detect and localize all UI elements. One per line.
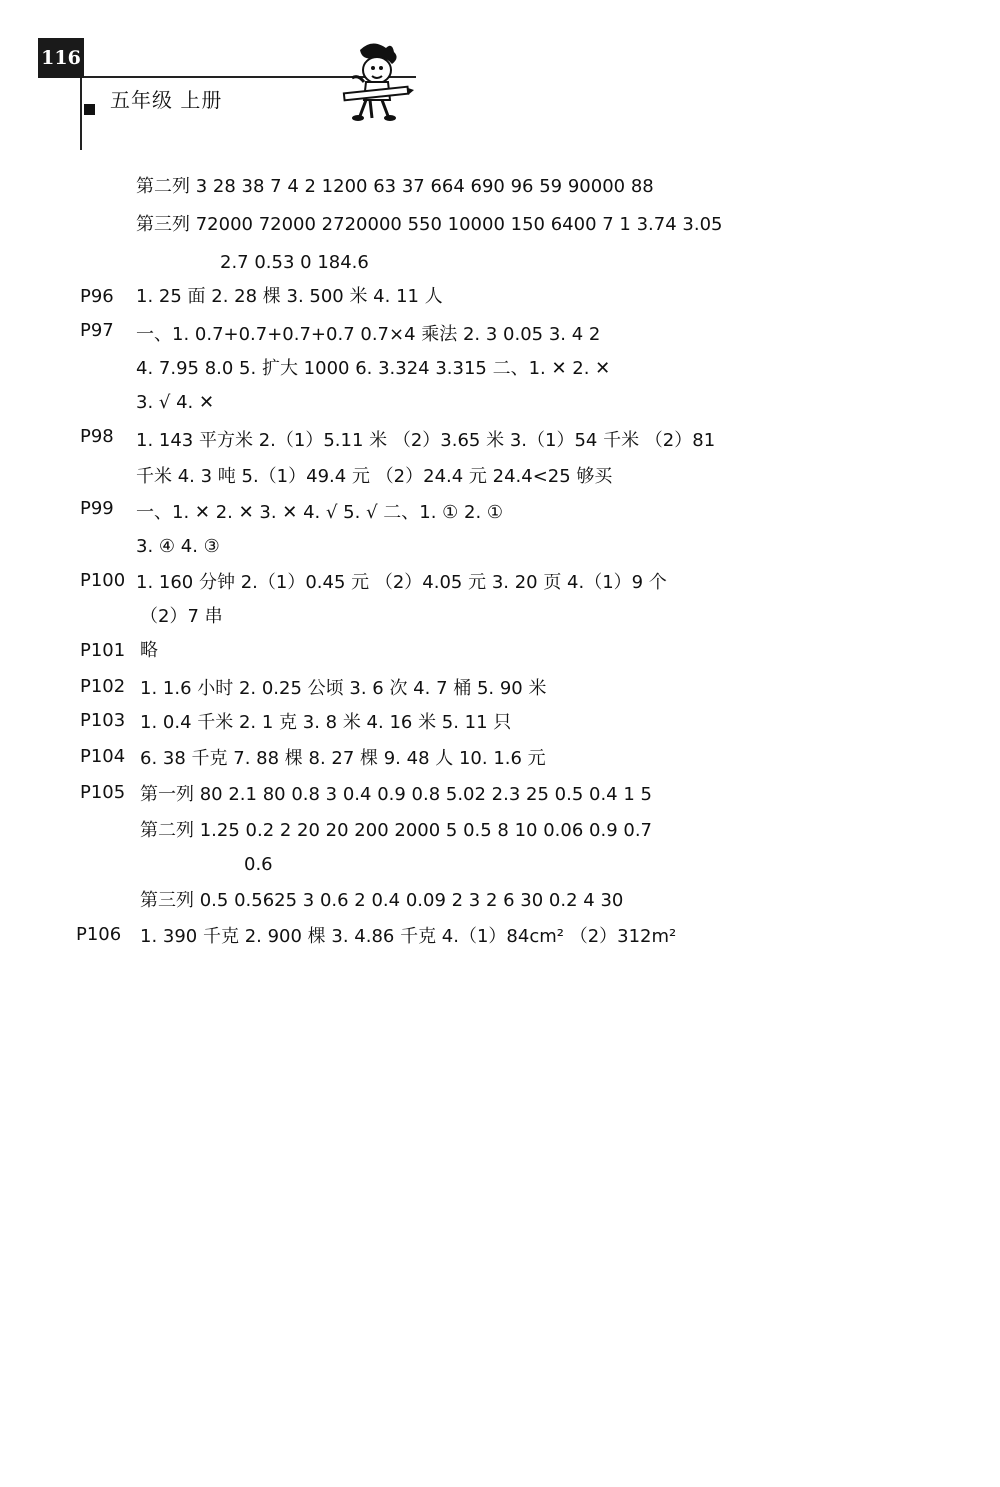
page-ref-label: P102 — [80, 676, 126, 697]
student-mascot-icon — [330, 38, 414, 124]
page-ref-label: P99 — [80, 498, 114, 519]
page-number-badge: 116 — [38, 38, 84, 78]
page-ref-label: P101 — [80, 640, 126, 661]
answer-line: 第二列 1.25 0.2 2 20 20 200 2000 5 0.5 8 10 0.06 0.9 0.7 — [140, 820, 652, 841]
answer-line: 6. 38 千克 7. 88 棵 8. 27 棵 9. 48 人 10. 1.6 元 — [140, 748, 546, 769]
answer-line: 略 — [140, 640, 158, 661]
answer-line: 3. √ 4. ✕ — [136, 392, 215, 413]
answer-line: 一、1. ✕ 2. ✕ 3. ✕ 4. √ 5. √ 二、1. ① 2. ① — [136, 502, 504, 523]
answer-line: 1. 1.6 小时 2. 0.25 公顷 3. 6 次 4. 7 桶 5. 90 米 — [140, 678, 547, 699]
page-ref-label: P105 — [80, 782, 126, 803]
page-ref-label: P103 — [80, 710, 126, 731]
page-ref-label: P98 — [80, 426, 114, 447]
answer-line: 第二列 3 28 38 7 4 2 1200 63 37 664 690 96 59 90000 88 — [136, 176, 654, 197]
margin-rule — [80, 78, 82, 150]
answer-line: （2）7 串 — [140, 606, 223, 627]
answer-line: 1. 25 面 2. 28 棵 3. 500 米 4. 11 人 — [136, 286, 443, 307]
answer-line: 第三列 72000 72000 2720000 550 10000 150 6400 7 1 3.74 3.05 — [136, 214, 723, 235]
page-ref-label: P100 — [80, 570, 126, 591]
answer-line: 3. ④ 4. ③ — [136, 536, 220, 557]
answer-line: 1. 0.4 千米 2. 1 克 3. 8 米 4. 16 米 5. 11 只 — [140, 712, 512, 733]
answer-line: 一、1. 0.7+0.7+0.7+0.7 0.7×4 乘法 2. 3 0.05 3. 4 2 — [136, 324, 601, 345]
answer-line: 1. 143 平方米 2.（1）5.11 米 （2）3.65 米 3.（1）54 千米 （2）81 — [136, 430, 716, 451]
answer-line: 1. 160 分钟 2.（1）0.45 元 （2）4.05 元 3. 20 页 4.（1）9 个 — [136, 572, 667, 593]
page-ref-label: P96 — [80, 286, 114, 307]
header-bullet — [84, 104, 95, 115]
answer-line: 4. 7.95 8.0 5. 扩大 1000 6. 3.324 3.315 二、1. ✕ 2. ✕ — [136, 358, 611, 379]
answer-line: 第三列 0.5 0.5625 3 0.6 2 0.4 0.09 2 3 2 6 30 0.2 4 30 — [140, 890, 624, 911]
page-ref-label: P106 — [76, 924, 122, 945]
page-ref-label: P104 — [80, 746, 126, 767]
answer-line: 千米 4. 3 吨 5.（1）49.4 元 （2）24.4 元 24.4<25 够买 — [136, 466, 613, 487]
page-ref-label: P97 — [80, 320, 114, 341]
answer-line: 1. 390 千克 2. 900 棵 3. 4.86 千克 4.（1）84cm² （2）312m² — [140, 926, 677, 947]
answer-line: 第一列 80 2.1 80 0.8 3 0.4 0.9 0.8 5.02 2.3 25 0.5 0.4 1 5 — [140, 784, 652, 805]
answer-line: 2.7 0.53 0 184.6 — [220, 252, 369, 273]
header-title: 五年级 上册 — [110, 88, 223, 112]
answer-line: 0.6 — [244, 854, 273, 875]
